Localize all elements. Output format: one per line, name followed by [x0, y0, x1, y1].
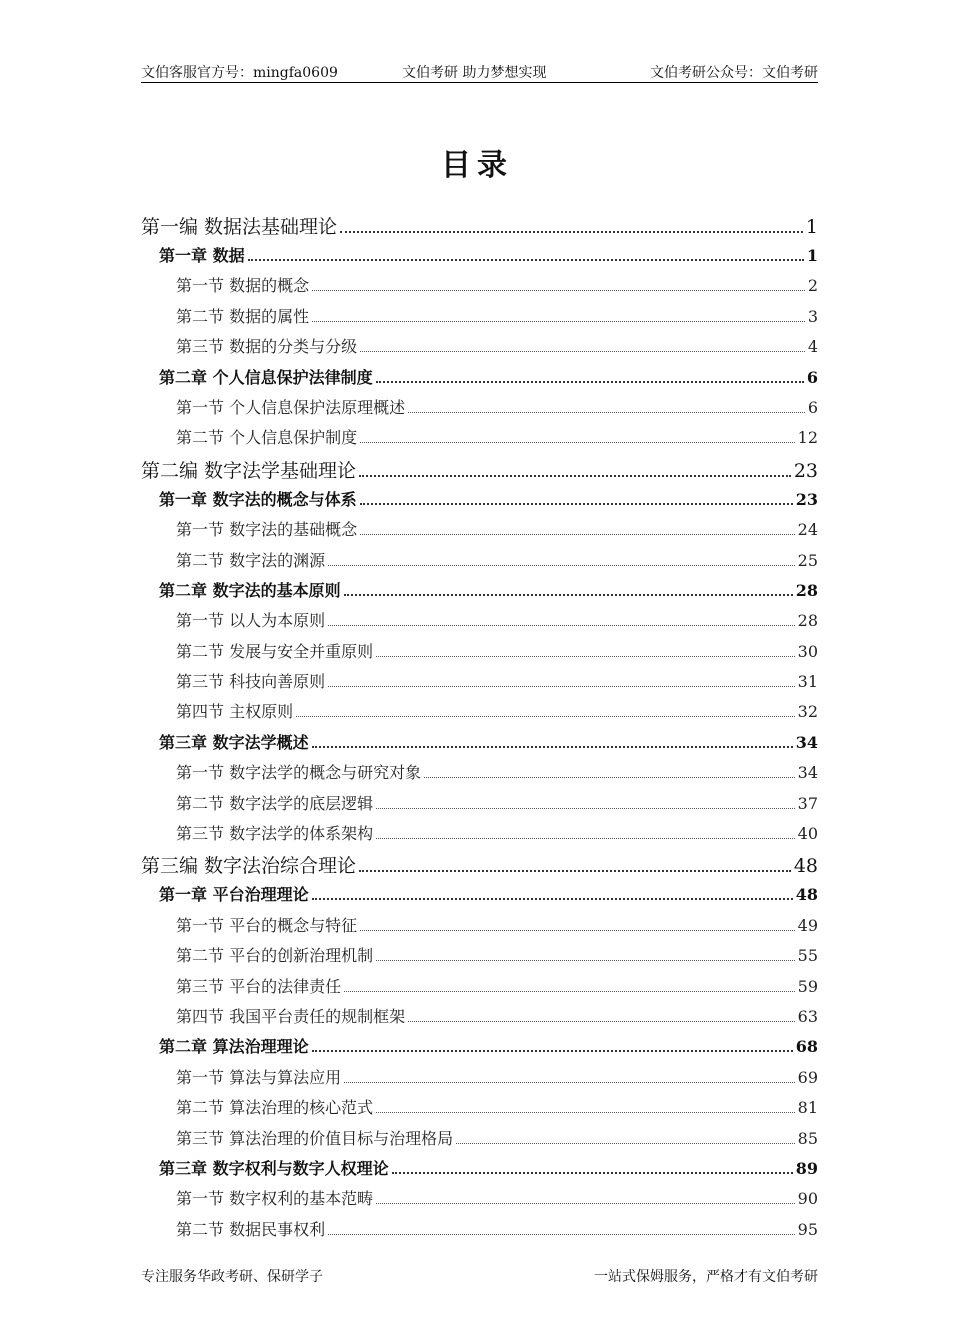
- toc-dot-leader: [328, 625, 795, 626]
- toc-chapter-entry[interactable]: [141, 1034, 818, 1064]
- toc-entry-label: 第三编 数字法治综合理论: [141, 855, 357, 878]
- toc-section-entry[interactable]: [141, 669, 818, 699]
- toc-section-entry[interactable]: [141, 791, 818, 821]
- toc-entry-label: 第三节 科技向善原则: [176, 672, 326, 692]
- toc-dot-leader: [456, 1143, 795, 1144]
- toc-entry-label: 第二节 平台的创新治理机制: [176, 946, 374, 966]
- toc-dot-leader: [424, 777, 795, 778]
- toc-part-entry[interactable]: [141, 456, 818, 487]
- toc-page-number: 55: [797, 946, 818, 966]
- toc-dot-leader: [312, 321, 805, 322]
- header-slogan: 文伯考研 助力梦想实现: [402, 65, 547, 81]
- toc-page-number: 32: [797, 702, 818, 722]
- toc-entry-label: 第一编 数据法基础理论: [141, 216, 338, 238]
- toc-page-number: 28: [795, 580, 818, 600]
- toc-section-entry[interactable]: [141, 334, 818, 364]
- toc-dot-leader: [359, 475, 791, 477]
- toc-section-entry[interactable]: [141, 548, 818, 578]
- toc-entry-label: 第二节 数据民事权利: [176, 1219, 326, 1239]
- toc-dot-leader: [312, 898, 793, 900]
- toc-dot-leader: [376, 1112, 795, 1113]
- toc-entry-label: 第一节 个人信息保护法原理概述: [176, 397, 406, 417]
- toc-page-number: 31: [797, 672, 818, 692]
- toc-entry-label: 第一节 数字法学的概念与研究对象: [176, 763, 422, 783]
- footer-right-text: 一站式保姆服务，严格才有文伯考研: [594, 1269, 818, 1285]
- footer-left-text: 专注服务华政考研、保研学子: [141, 1269, 323, 1285]
- toc-dot-leader: [408, 412, 805, 413]
- toc-page-number: 37: [797, 793, 818, 813]
- toc-entry-label: 第一章 数据: [159, 246, 245, 265]
- toc-page-number: 24: [797, 520, 818, 540]
- toc-dot-leader: [328, 686, 795, 687]
- toc-page-number: 48: [795, 885, 818, 905]
- toc-entry-label: 第二节 算法治理的核心范式: [176, 1098, 374, 1118]
- toc-entry-label: 第一节 平台的概念与特征: [176, 915, 358, 935]
- toc-page-number: 2: [807, 276, 818, 296]
- toc-dot-leader: [376, 838, 795, 839]
- toc-dot-leader: [312, 290, 805, 291]
- toc-page-number: 3: [807, 306, 818, 326]
- toc-section-entry[interactable]: [141, 943, 818, 973]
- toc-section-entry[interactable]: [141, 974, 818, 1004]
- toc-page-number: 90: [797, 1189, 818, 1209]
- toc-dot-leader: [344, 1082, 795, 1083]
- toc-entry-label: 第二节 数字法学的底层逻辑: [176, 793, 374, 813]
- toc-page-number: 4: [807, 337, 818, 357]
- toc-entry-label: 第一节 算法与算法应用: [176, 1067, 342, 1087]
- toc-dot-leader: [312, 1050, 793, 1052]
- toc-entry-label: 第二章 数字法的基本原则: [159, 580, 341, 600]
- page-title: 目录: [441, 148, 513, 183]
- toc-dot-leader: [360, 351, 805, 352]
- header-public-account: 文伯考研公众号：文伯考研: [650, 65, 818, 81]
- toc-dot-leader: [360, 534, 795, 535]
- toc-section-entry[interactable]: [141, 699, 818, 729]
- toc-dot-leader: [408, 1021, 795, 1022]
- toc-page-number: 69: [797, 1067, 818, 1087]
- toc-page-number: 1: [806, 246, 818, 265]
- toc-chapter-entry[interactable]: [141, 730, 818, 760]
- toc-entry-label: 第三节 数字法学的体系架构: [176, 824, 374, 844]
- toc-page-number: 12: [797, 428, 818, 448]
- toc-page-number: 28: [797, 611, 818, 631]
- toc-page-number: 30: [797, 641, 818, 661]
- toc-page-number: 1: [805, 216, 818, 238]
- toc-chapter-entry[interactable]: [141, 882, 818, 912]
- toc-dot-leader: [376, 960, 795, 961]
- toc-page-number: 40: [797, 824, 818, 844]
- toc-dot-leader: [296, 716, 795, 717]
- toc-section-entry[interactable]: [141, 1126, 818, 1156]
- toc-entry-label: 第三章 数字权利与数字人权理论: [159, 1158, 389, 1178]
- toc-chapter-entry[interactable]: [141, 578, 818, 608]
- toc-entry-label: 第四节 我国平台责任的规制框架: [176, 1006, 406, 1026]
- toc-page-number: 25: [797, 550, 818, 570]
- header-service-account: 文伯客服官方号：mingfa0609: [141, 65, 338, 81]
- toc-dot-leader: [392, 1172, 793, 1174]
- toc-entry-label: 第一节 数字权利的基本范畴: [176, 1189, 374, 1209]
- toc-page-number: 85: [797, 1128, 818, 1148]
- toc-dot-leader: [312, 746, 793, 748]
- toc-section-entry[interactable]: [141, 639, 818, 669]
- toc-page-number: 95: [797, 1219, 818, 1239]
- toc-page-number: 59: [797, 976, 818, 996]
- toc-entry-label: 第二节 发展与安全并重原则: [176, 641, 374, 661]
- toc-entry-label: 第二节 个人信息保护制度: [176, 428, 358, 448]
- toc-dot-leader: [359, 870, 791, 872]
- toc-page-number: 68: [795, 1037, 818, 1057]
- toc-entry-label: 第一节 数字法的基础概念: [176, 520, 358, 540]
- toc-chapter-entry[interactable]: [141, 1156, 818, 1186]
- toc-page-number: 49: [797, 915, 818, 935]
- toc-section-entry[interactable]: [141, 1004, 818, 1034]
- toc-section-entry[interactable]: [141, 913, 818, 943]
- toc-section-entry[interactable]: [141, 1186, 818, 1216]
- toc-section-entry[interactable]: [141, 1217, 818, 1247]
- toc-entry-label: 第三节 数据的分类与分级: [176, 337, 358, 357]
- toc-section-entry[interactable]: [141, 608, 818, 638]
- toc-entry-label: 第二章 算法治理理论: [159, 1037, 309, 1057]
- toc-part-entry[interactable]: [141, 212, 818, 243]
- toc-entry-label: 第一章 数字法的概念与体系: [159, 489, 357, 509]
- toc-page-number: 23: [793, 459, 818, 482]
- toc-chapter-entry[interactable]: [141, 487, 818, 517]
- toc-page-number: 81: [797, 1098, 818, 1118]
- toc-page-number: 6: [806, 367, 818, 387]
- toc-page-number: 48: [793, 855, 818, 878]
- toc-dot-leader: [360, 503, 793, 505]
- toc-chapter-entry[interactable]: [141, 365, 818, 395]
- toc-section-entry[interactable]: [141, 304, 818, 334]
- toc-entry-label: 第一节 以人为本原则: [176, 611, 326, 631]
- toc-entry-label: 第一节 数据的概念: [176, 276, 310, 296]
- toc-dot-leader: [340, 231, 803, 233]
- toc-entry-label: 第二节 数字法的渊源: [176, 550, 326, 570]
- toc-entry-label: 第二章 个人信息保护法律制度: [159, 367, 373, 387]
- toc-dot-leader: [328, 1234, 795, 1235]
- toc-dot-leader: [376, 808, 795, 809]
- toc-section-entry[interactable]: [141, 425, 818, 455]
- toc-entry-label: 第一章 平台治理理论: [159, 885, 309, 905]
- toc-page-number: 34: [797, 763, 818, 783]
- table-of-contents: [141, 212, 818, 1247]
- toc-section-entry[interactable]: [141, 821, 818, 851]
- toc-dot-leader: [344, 991, 795, 992]
- toc-section-entry[interactable]: [141, 1065, 818, 1095]
- page-header: [141, 60, 818, 83]
- toc-dot-leader: [344, 594, 793, 596]
- toc-section-entry[interactable]: [141, 395, 818, 425]
- toc-section-entry[interactable]: [141, 273, 818, 303]
- toc-dot-leader: [376, 381, 804, 383]
- toc-dot-leader: [248, 259, 804, 261]
- toc-section-entry[interactable]: [141, 517, 818, 547]
- toc-entry-label: 第三节 算法治理的价值目标与治理格局: [176, 1128, 454, 1148]
- toc-page-number: 89: [795, 1158, 818, 1178]
- toc-chapter-entry[interactable]: [141, 243, 818, 273]
- toc-page-number: 34: [795, 732, 818, 752]
- toc-entry-label: 第四节 主权原则: [176, 702, 294, 722]
- toc-entry-label: 第二节 数据的属性: [176, 306, 310, 326]
- toc-entry-label: 第三节 平台的法律责任: [176, 976, 342, 996]
- toc-dot-leader: [360, 442, 795, 443]
- toc-part-entry[interactable]: [141, 851, 818, 882]
- toc-entry-label: 第二编 数字法学基础理论: [141, 459, 357, 482]
- toc-dot-leader: [328, 565, 795, 566]
- toc-dot-leader: [360, 930, 795, 931]
- toc-section-entry[interactable]: [141, 1095, 818, 1125]
- toc-page-number: 63: [797, 1006, 818, 1026]
- toc-section-entry[interactable]: [141, 760, 818, 790]
- toc-dot-leader: [376, 1203, 795, 1204]
- toc-dot-leader: [376, 656, 795, 657]
- toc-page-number: 23: [795, 489, 818, 509]
- toc-page-number: 6: [807, 397, 818, 417]
- toc-entry-label: 第三章 数字法学概述: [159, 732, 309, 752]
